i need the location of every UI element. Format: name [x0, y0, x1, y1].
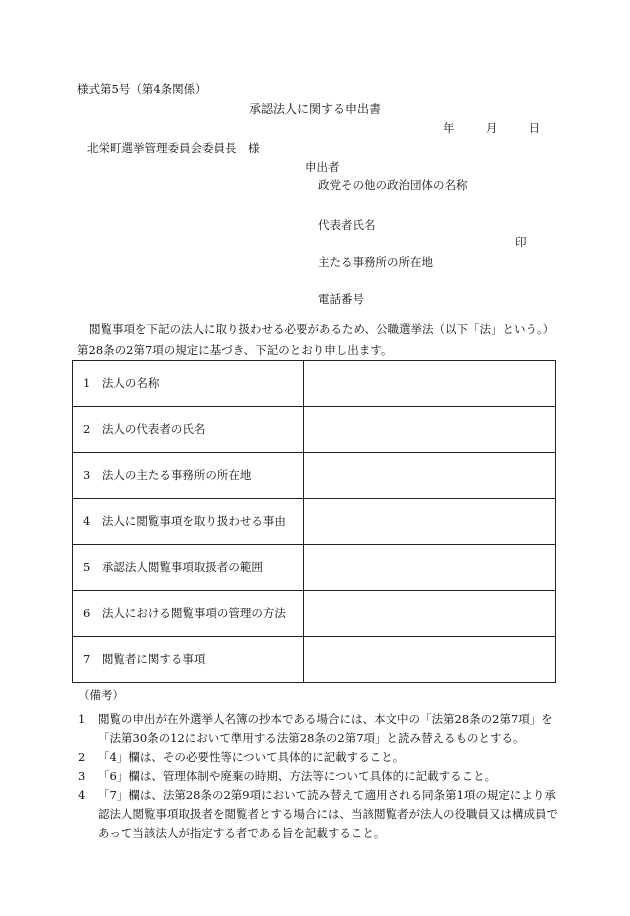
application-table: [72, 360, 556, 683]
date-line: [443, 123, 540, 135]
note-item: [78, 767, 558, 786]
date-month: 月: [485, 121, 498, 135]
applicant-heading: 申出者: [305, 160, 340, 174]
table-row: [73, 407, 556, 453]
note-text: 「7」欄は、法第28条の2第9項において読み替えて適用される同条第1項の規定により承認法人閲覧事項取扱者を閲覧者とする場合には、当該閲覧者が法人の役職員又は構成員であって当該法人が指定する者である旨を記載すること。: [98, 787, 558, 840]
document-title: 承認法人に関する申出書: [249, 102, 382, 116]
phone-number-label: 電話番号: [318, 292, 364, 306]
representative-name-label: 代表者氏名: [318, 218, 376, 232]
row-label: 5 承認法人閲覧事項取扱者の範囲: [73, 545, 304, 591]
note-item: [78, 748, 558, 767]
note-number: 1: [78, 711, 86, 726]
addressee: 北栄町選挙管理委員会委員長 様: [87, 141, 260, 155]
date-day: 日: [528, 121, 541, 135]
row-value-field[interactable]: [304, 591, 556, 637]
row-label: 4 法人に閲覧事項を取り扱わせる事由: [73, 499, 304, 545]
row-value-field[interactable]: [304, 407, 556, 453]
notes-section: [78, 690, 558, 843]
row-label: 2 法人の代表者の氏名: [73, 407, 304, 453]
table-row: [73, 361, 556, 407]
note-item: [78, 710, 558, 748]
note-item: [78, 786, 558, 843]
party-name-label: 政党その他の政治団体の名称: [318, 178, 468, 192]
note-number: 3: [78, 768, 86, 783]
row-value-field[interactable]: [304, 637, 556, 683]
row-value-field[interactable]: [304, 545, 556, 591]
note-number: 2: [78, 749, 86, 764]
row-value-field[interactable]: [304, 453, 556, 499]
table-row: [73, 453, 556, 499]
note-number: 4: [78, 787, 86, 802]
seal-mark: 印: [515, 235, 527, 249]
row-label: 7 閲覧者に関する事項: [73, 637, 304, 683]
note-text: 閲覧の申出が在外選挙人名簿の抄本である場合には、本文中の「法第28条の2第7項」を「法第30条の12において準用する法第28条の2第7項」と読み替えるものとする。: [98, 711, 553, 745]
table-row: [73, 499, 556, 545]
row-label: 6 法人における閲覧事項の管理の方法: [73, 591, 304, 637]
table-row: [73, 637, 556, 683]
row-value-field[interactable]: [304, 499, 556, 545]
table-row: [73, 591, 556, 637]
notes-heading: （備考）: [78, 688, 124, 702]
note-text: 「4」欄は、その必要性等について具体的に記載すること。: [98, 749, 405, 764]
note-text: 「6」欄は、管理体制や廃棄の時期、方法等について具体的に記載すること。: [98, 768, 497, 783]
row-label: 3 法人の主たる事務所の所在地: [73, 453, 304, 499]
date-year: 年: [443, 121, 455, 135]
row-label: 1 法人の名称: [73, 361, 304, 407]
body-text: 閲覧事項を下記の法人に取り扱わせる必要があるため、公職選挙法（以下「法」という。）第28条の2第7項の規定に基づき、下記のとおり申し出ます。: [77, 322, 555, 357]
row-value-field[interactable]: [304, 361, 556, 407]
table-row: [73, 545, 556, 591]
form-number: 様式第5号（第4条関係）: [77, 82, 207, 96]
office-address-label: 主たる事務所の所在地: [318, 255, 433, 269]
